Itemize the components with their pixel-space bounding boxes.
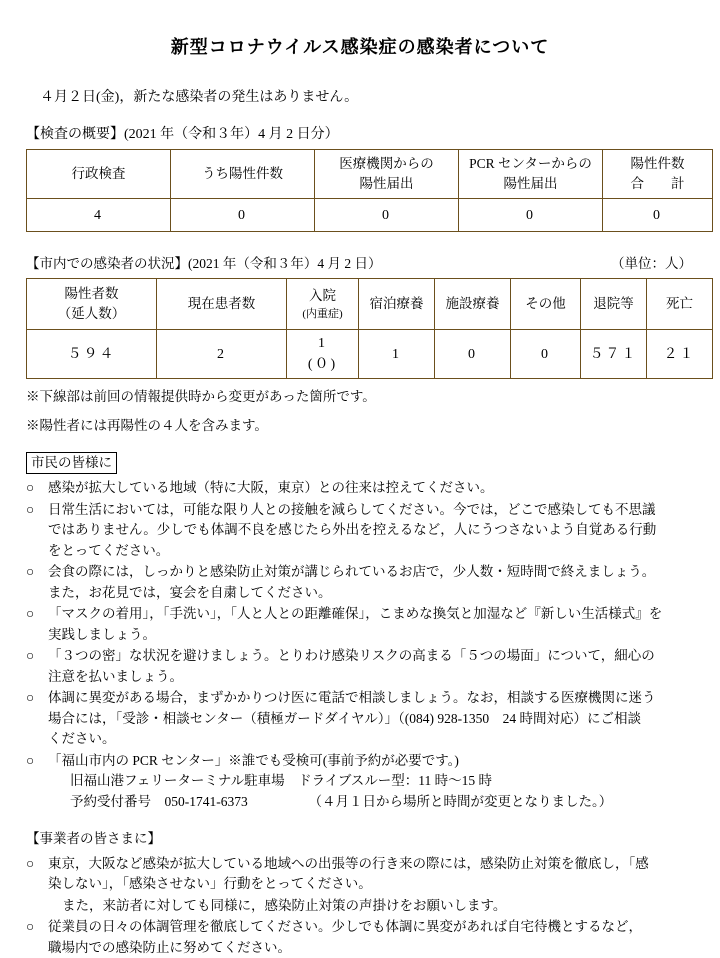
cell-admin-tests: 4 xyxy=(27,199,171,232)
col-current-patients: 現在患者数 xyxy=(157,279,287,330)
list-item: ○ 感染が拡大している地域（特に大阪，東京）との往来は控えてください。 xyxy=(26,478,702,499)
list-item: ○ 「マスクの着用」，「手洗い」，「人と人との距離確保」，こまめな換気と加湿など『新しい生活様式』を 実践しましょう。 xyxy=(26,604,702,645)
cell-hospitalized: 1 (０) xyxy=(287,330,359,379)
cell-positive-among: 0 xyxy=(171,199,315,232)
col-positive-total: 陽性件数 合 計 xyxy=(603,150,713,199)
pcr-detail-line: 予約受付番号 050-1741-6373 （４月１日から場所と時間が変更となりました。） xyxy=(70,792,702,813)
cell-hotel-care: 1 xyxy=(359,330,435,379)
list-item: ○ 会食の際には，しっかりと感染防止対策が講じられているお店で，少人数・短時間で終えましょう。 また，お花見では，宴会を自粛してください。 xyxy=(26,562,702,603)
col-deaths: 死亡 xyxy=(647,279,713,330)
col-medical-reports: 医療機関からの 陽性届出 xyxy=(315,150,459,199)
list-item: ○ 従業員の日々の体調管理を徹底してください。少しでも体調に異変があれば自宅待機とするなど， 職場内での感染防止に努めてください。 xyxy=(26,917,702,958)
cell-positive-persons: ５９４ xyxy=(27,330,157,379)
col-hospitalized: 入院 (内重症) xyxy=(287,279,359,330)
section2-heading-row xyxy=(26,254,702,274)
col-other: その他 xyxy=(511,279,581,330)
bullet-marker: ○ xyxy=(26,688,34,709)
col-positive-persons: 陽性者数 （延人数） xyxy=(27,279,157,330)
cell-positive-total: 0 xyxy=(603,199,713,232)
businesses-list xyxy=(26,854,702,958)
col-hotel-care: 宿泊療養 xyxy=(359,279,435,330)
businesses-heading: 【事業者の皆さまに】 xyxy=(26,829,702,849)
list-item: ○ 体調に異変がある場合，まずかかりつけ医に電話で相談しましょう。なお，相談する医療機関に迷う 場合には，「受診・相談センター（積極ガードダイヤル）」（(084) 928-1350 24 時間対応）にご相談 ください。 xyxy=(26,688,702,750)
cell-pcr-center-reports: 0 xyxy=(459,199,603,232)
list-item: ○ 東京，大阪など感染が拡大している地域への出張等の行き来の際には，感染防止対策を徹底し，「感 染しない」，「感染させない」行動をとってください。 xyxy=(26,854,702,895)
cell-medical-reports: 0 xyxy=(315,199,459,232)
section2-unit: （単位：人） xyxy=(611,254,692,274)
bullet-marker: ○ xyxy=(26,604,34,625)
lead-paragraph: ４月２日(金)，新たな感染者の発生はありません。 xyxy=(40,87,702,108)
col-admin-tests: 行政検査 xyxy=(27,150,171,199)
citizens-list xyxy=(26,478,702,812)
table-row xyxy=(27,199,713,232)
note-underline: ※下線部は前回の情報提供時から変更があった箇所です。 xyxy=(26,387,702,407)
section2-heading: 【市内での感染者の状況】(2021 年（令和３年）4 月 2 日） xyxy=(26,254,382,274)
pcr-detail-line: 旧福山港フェリーターミナル駐車場 ドライブスルー型：11 時～15 時 xyxy=(70,771,702,792)
bullet-marker: ○ xyxy=(26,646,34,667)
bullet-marker: ○ xyxy=(26,854,34,875)
test-summary-table xyxy=(26,149,713,232)
city-status-table xyxy=(26,278,713,379)
cell-current-patients: 2 xyxy=(157,330,287,379)
bullet-marker: ○ xyxy=(26,478,34,499)
page-title: 新型コロナウイルス感染症の感染者について xyxy=(18,34,702,61)
bullet-marker: ○ xyxy=(26,562,34,583)
col-positive-among: うち陽性件数 xyxy=(171,150,315,199)
col-pcr-center-reports: PCR センターからの 陽性届出 xyxy=(459,150,603,199)
cell-facility-care: 0 xyxy=(435,330,511,379)
citizens-heading: 市民の皆様に xyxy=(26,452,117,474)
list-item: ○ 日常生活においては，可能な限り人との接触を減らしてください。今では，どこで感染しても不思議 ではありません。少しでも体調不良を感じたら外出を控えるなど，人にうつさないよう自覚ある行動 をとってください。 xyxy=(26,500,702,562)
table-header-row xyxy=(27,150,713,199)
col-discharged: 退院等 xyxy=(581,279,647,330)
cell-deaths: ２１ xyxy=(647,330,713,379)
cell-other: 0 xyxy=(511,330,581,379)
bullet-marker: ○ xyxy=(26,751,34,772)
section1-heading: 【検査の概要】(2021 年（令和３年）4 月 2 日分） xyxy=(26,124,702,145)
table-row xyxy=(27,330,713,379)
bullet-marker: ○ xyxy=(26,917,34,938)
table-header-row xyxy=(27,279,713,330)
cell-discharged: ５７１ xyxy=(581,330,647,379)
note-repositive: ※陽性者には再陽性の４人を含みます。 xyxy=(26,416,702,436)
col-facility-care: 施設療養 xyxy=(435,279,511,330)
list-item: ○ 「福山市内の PCR センター」※誰でも受検可(事前予約が必要です。) 旧福山港フェリーターミナル駐車場 ドライブスルー型：11 時～15 時 予約受付番号 050-1741-6373 （４月１日から場所と時間が変更となりました。） xyxy=(26,751,702,813)
list-item: また，来訪者に対しても同様に，感染防止対策の声掛けをお願いします。 xyxy=(26,896,702,917)
bullet-marker: ○ xyxy=(26,500,34,521)
list-item: ○ 「３つの密」な状況を避けましょう。とりわけ感染リスクの高まる「５つの場面」について，細心の 注意を払いましょう。 xyxy=(26,646,702,687)
